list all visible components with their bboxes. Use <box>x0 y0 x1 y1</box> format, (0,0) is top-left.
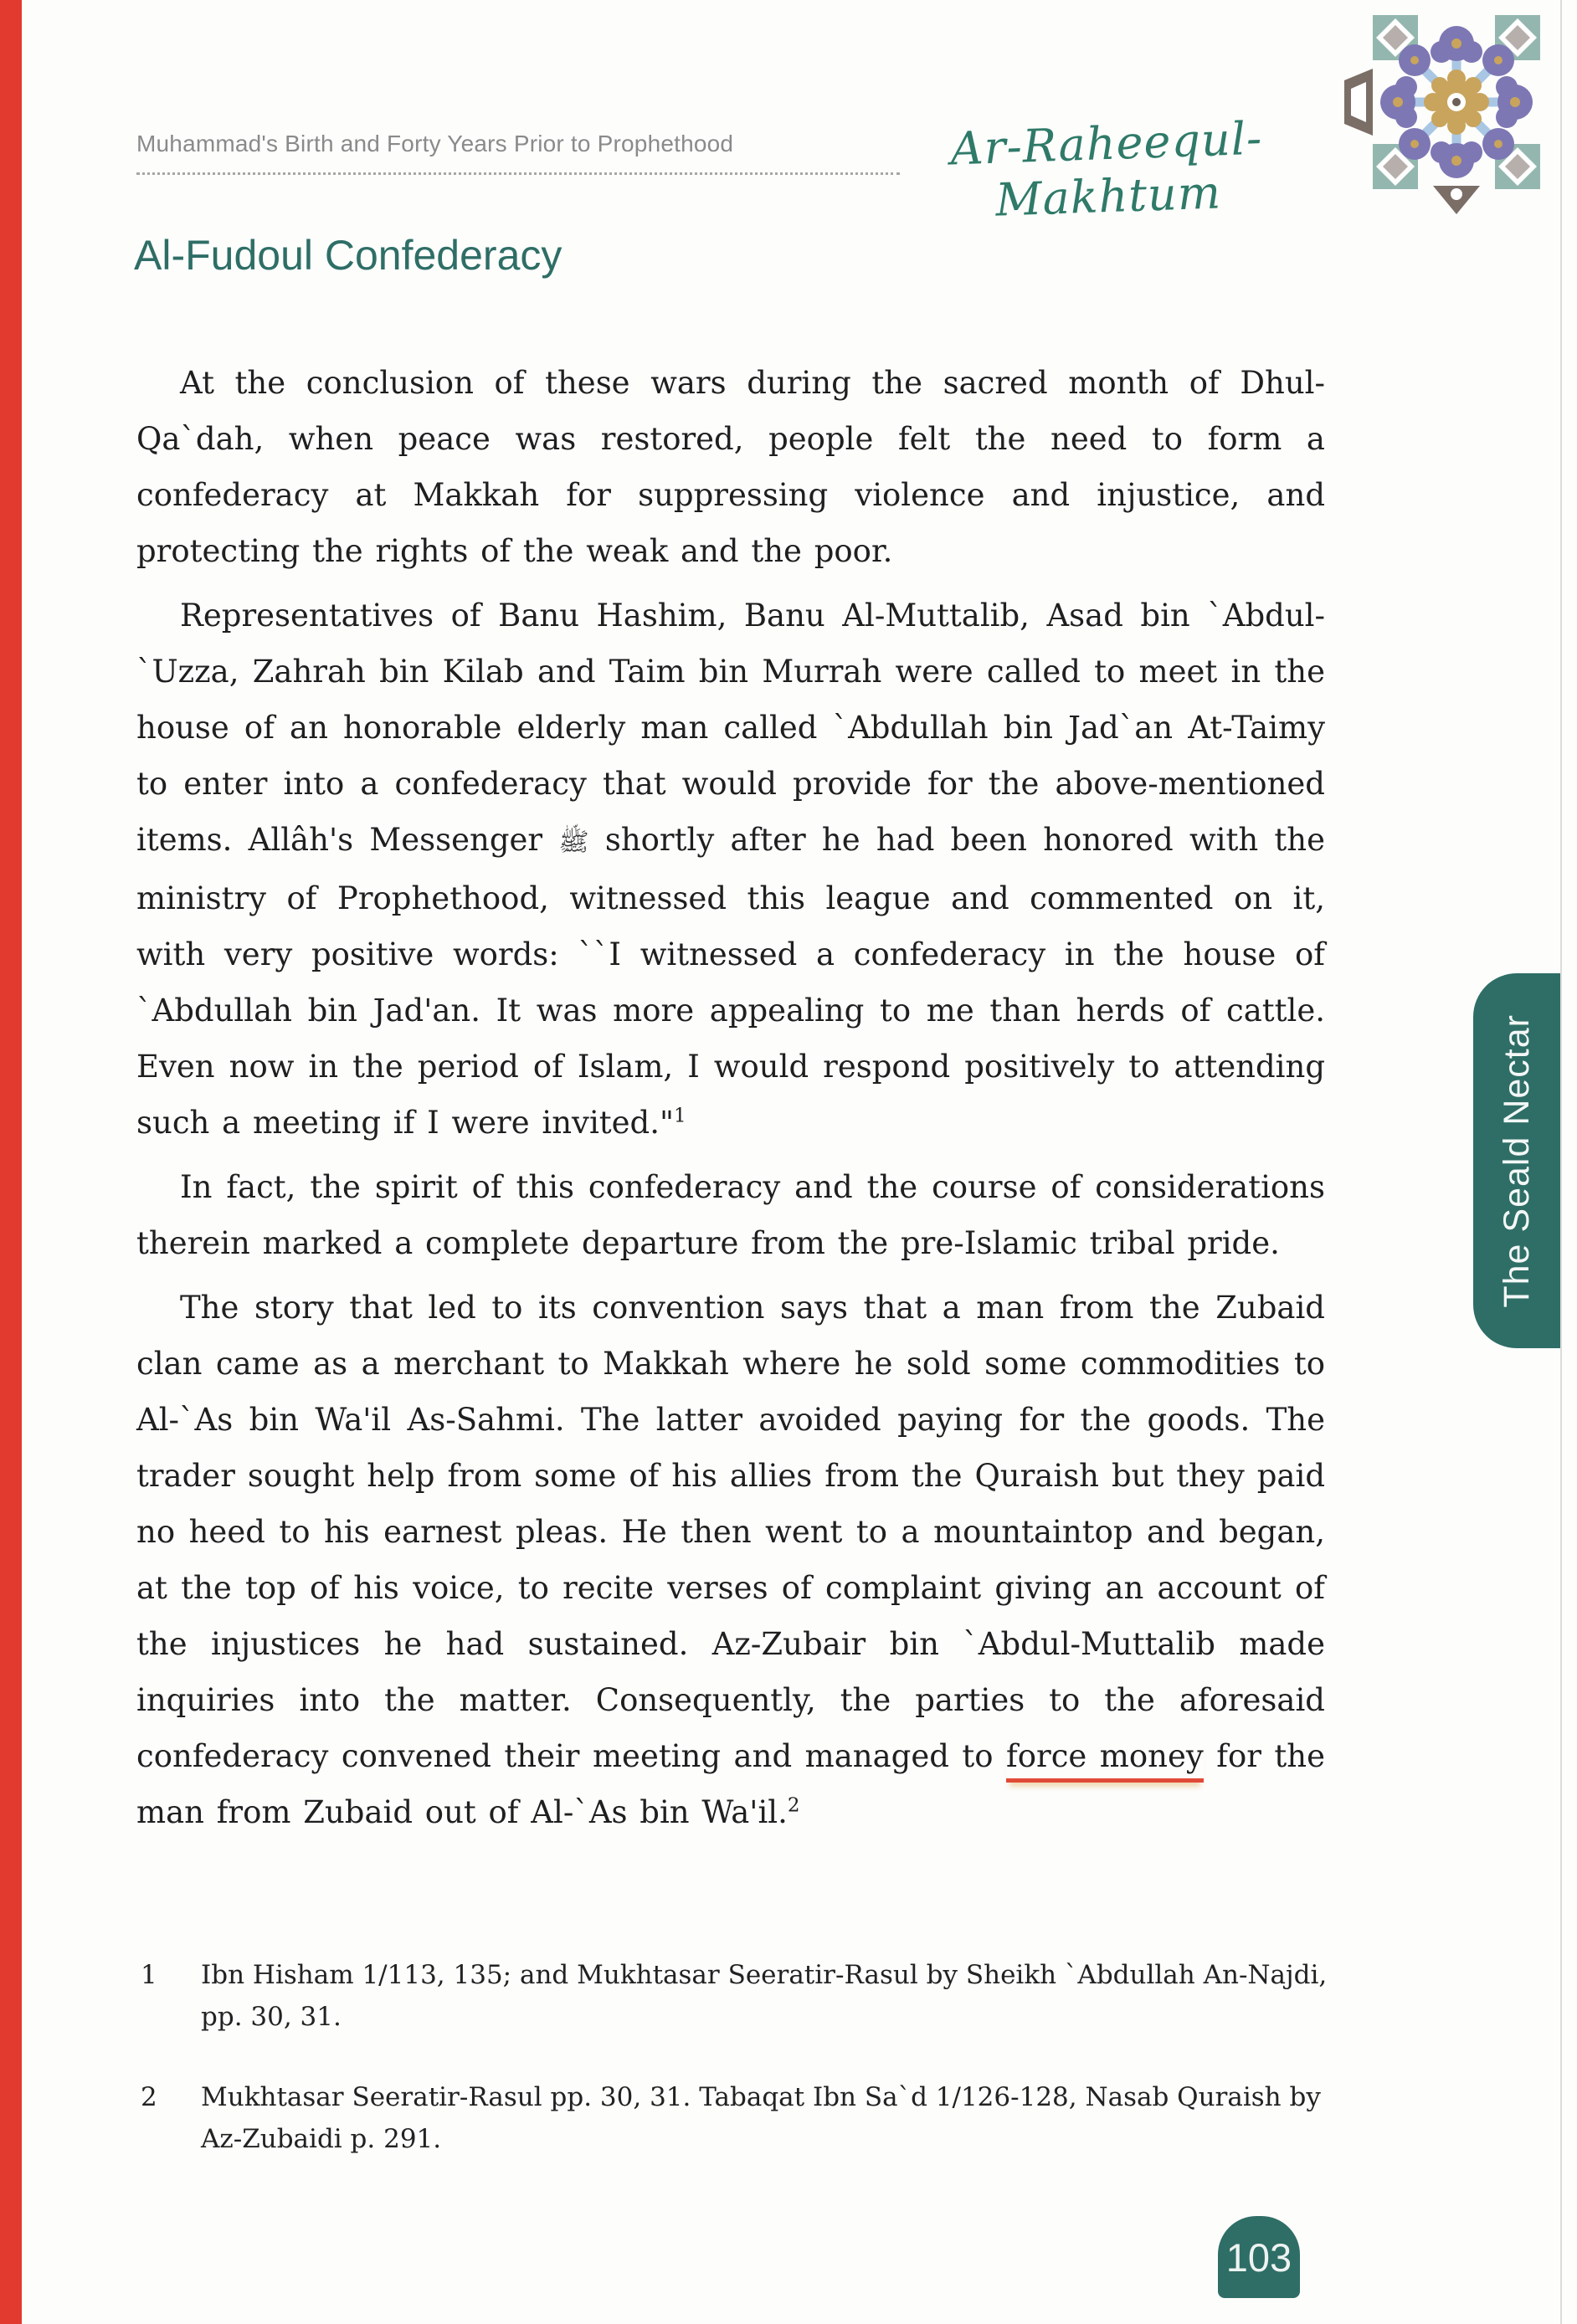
red-underlined-phrase: force money <box>1006 1738 1204 1783</box>
dotted-rule <box>136 172 900 175</box>
paragraph-1: At the conclusion of these wars during the sacred month of Dhul-Qa`dah, when peace was restored, people felt the need to form a confederacy at Makkah for suppressing violence and injustice, and protecting the rights of the weak and the poor. <box>136 365 1325 569</box>
edge-tab-label: The Seald Nectar <box>1496 1013 1537 1308</box>
body-text <box>136 355 1325 1849</box>
text-segment: shortly after he had been honored with the ministry of Prophethood, witnessed this league and commented on it, with very positive words: ``I witnessed a confederacy in the house of `Abdullah bin Jad'an. It was more appealing to me than herds of cattle. Even now in the period of Islam, I would respond positively to attending such a meeting if I were invited." <box>136 822 1325 1141</box>
text-segment: for the man from Zubaid out of Al-`As bin Wa'il. <box>136 1738 1325 1830</box>
footnote-ref-1: 1 <box>674 1105 686 1127</box>
footnote-1 <box>141 1954 1338 2038</box>
corner-ornament-graphic <box>1343 8 1570 216</box>
paragraph-2 <box>136 587 1325 1151</box>
footnote-text: Ibn Hisham 1/113, 135; and Mukhtasar Seeratir-Rasul by Sheikh `Abdullah An-Najdi, pp. 30, 31. <box>201 1960 1328 2032</box>
pbuh-calligraphy-icon: ﷺ <box>558 828 589 857</box>
paragraph-3: In fact, the spirit of this confederacy and the course of considerations therein marked a complete departure from the pre-Islamic tribal pride. <box>136 1169 1325 1261</box>
footnote-number: 1 <box>141 1960 157 1990</box>
text-segment: The story that led to its convention says that a man from the Zubaid clan came as a merchant to Makkah where he sold some commodities to Al-`As bin Wa'il As-Sahmi. The latter avoided paying for the goods. The trader sought help from some of his allies from the Quraish but they paid no heed to his earnest pleas. He then went to a mountaintop and began, at the top of his voice, to recite verses of complaint giving an account of the injustices he had sustained. Az-Zubair bin `Abdul-Muttalib made inquiries into the matter. Consequently, the parties to the aforesaid confederacy convened their meeting and managed to <box>136 1290 1325 1774</box>
footnote-number: 2 <box>141 2082 157 2112</box>
page-edge-line <box>1560 0 1562 2324</box>
footnote-2 <box>141 2076 1338 2160</box>
page-number-badge <box>1218 2216 1300 2298</box>
section-title: Al-Fudoul Confederacy <box>134 232 562 279</box>
text-segment: Representatives of Banu Hashim, Banu Al-Muttalib, Asad bin `Abdul-`Uzza, Zahrah bin Kilab and Taim bin Murrah were called to meet in the house of an honorable elderly man called `Abdullah bin Jad`an At-Taimy to enter into a confederacy that would provide for the above-mentioned items. Allâh's Messenger <box>136 598 1325 858</box>
running-header <box>136 131 733 157</box>
paragraph-4 <box>136 1280 1325 1840</box>
footnote-ref-2: 2 <box>787 1794 800 1817</box>
chapter-title: Muhammad's Birth and Forty Years Prior to Prophethood <box>136 131 734 156</box>
left-margin-red-bar <box>0 0 22 2324</box>
edge-tab <box>1473 973 1560 1348</box>
page-number: 103 <box>1225 2234 1292 2280</box>
book-title-script: Ar-Raheequl-Makhtum <box>949 111 1264 227</box>
footnotes <box>141 1954 1338 2198</box>
footnote-text: Mukhtasar Seeratir-Rasul pp. 30, 31. Tabaqat Ibn Sa`d 1/126-128, Nasab Quraish by Az-Zubaidi p. 291. <box>201 2082 1321 2154</box>
